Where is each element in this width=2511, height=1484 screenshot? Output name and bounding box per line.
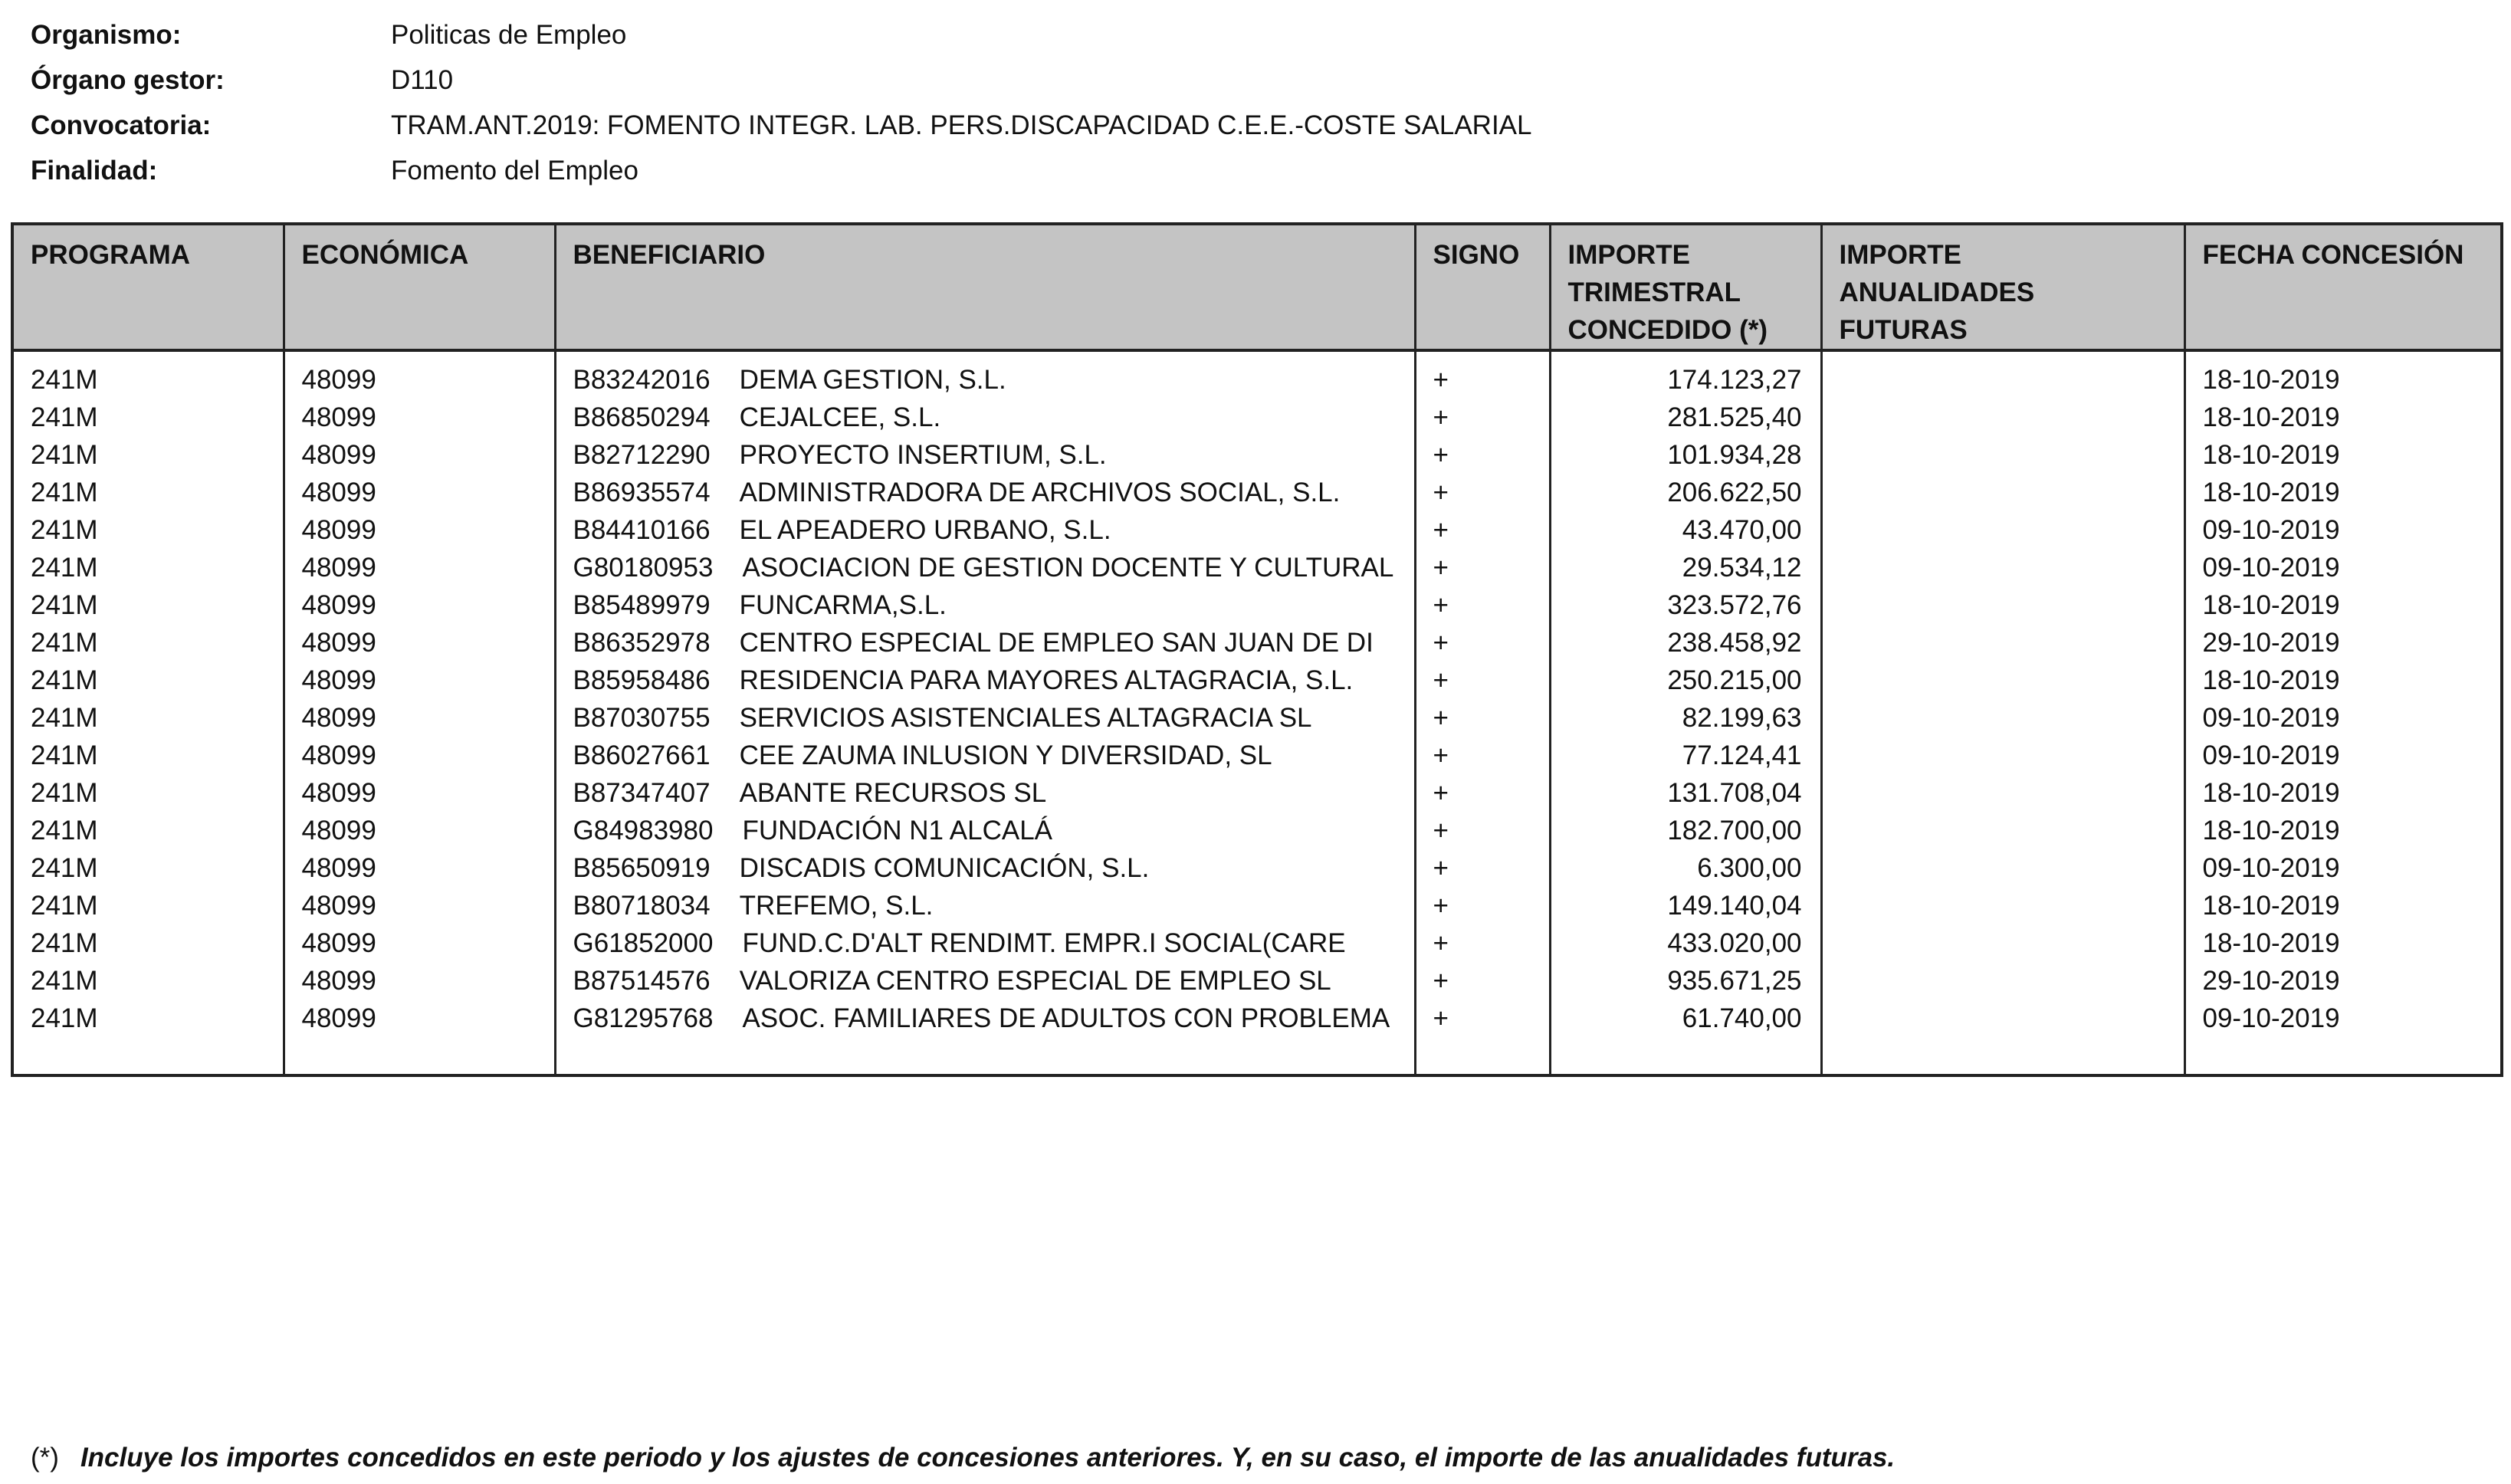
cell-fecha: 18-10-2019 [2184, 474, 2502, 511]
cell-anualidades [1821, 549, 2184, 586]
beneficiario-nombre: RESIDENCIA PARA MAYORES ALTAGRACIA, S.L. [739, 665, 1354, 695]
cell-beneficiario [555, 1000, 1415, 1037]
cell-signo: + [1415, 436, 1550, 474]
cell-anualidades [1821, 399, 2184, 436]
header-anualidades-line-3: FUTURAS [1839, 315, 1968, 345]
spacer-cell [1550, 1037, 1821, 1075]
cell-beneficiario [555, 924, 1415, 962]
organo-gestor-label: Órgano gestor: [31, 64, 225, 95]
beneficiario-nombre: DEMA GESTION, S.L. [739, 365, 1006, 395]
cell-fecha: 09-10-2019 [2184, 1000, 2502, 1037]
table-row [12, 624, 2502, 662]
cell-signo: + [1415, 962, 1550, 1000]
cell-importe: 61.740,00 [1550, 1000, 1821, 1037]
cell-economica: 48099 [284, 624, 555, 662]
spacer-cell [555, 1037, 1415, 1075]
cell-anualidades [1821, 962, 2184, 1000]
cell-beneficiario [555, 812, 1415, 849]
header-importe-line-1: IMPORTE [1567, 240, 1690, 270]
cell-fecha: 09-10-2019 [2184, 849, 2502, 887]
cell-fecha: 18-10-2019 [2184, 586, 2502, 624]
cell-programa: 241M [12, 962, 284, 1000]
beneficiario-nif: B87347407 [573, 778, 711, 808]
cell-anualidades [1821, 474, 2184, 511]
cell-beneficiario [555, 399, 1415, 436]
beneficiario-nombre: FUNCARMA,S.L. [739, 590, 947, 620]
header-anualidades-line-1: IMPORTE [1839, 240, 1961, 270]
beneficiario-nombre: FUND.C.D'ALT RENDIMT. EMPR.I SOCIAL(CARE [742, 928, 1346, 958]
table-row [12, 1000, 2502, 1037]
organismo-label: Organismo: [31, 19, 182, 50]
cell-economica: 48099 [284, 774, 555, 812]
cell-economica: 48099 [284, 849, 555, 887]
header-signo: SIGNO [1415, 224, 1550, 350]
cell-programa: 241M [12, 699, 284, 737]
cell-signo: + [1415, 812, 1550, 849]
organismo-row [31, 12, 1532, 57]
table-bottom-spacer [12, 1037, 2502, 1075]
cell-programa: 241M [12, 474, 284, 511]
cell-programa: 241M [12, 511, 284, 549]
convocatoria-row [31, 103, 1532, 148]
footnote-mark: (*) [31, 1443, 59, 1473]
cell-fecha: 18-10-2019 [2184, 436, 2502, 474]
cell-fecha: 18-10-2019 [2184, 887, 2502, 924]
cell-signo: + [1415, 586, 1550, 624]
organo-gestor-row [31, 57, 1532, 103]
cell-programa: 241M [12, 350, 284, 399]
cell-anualidades [1821, 1000, 2184, 1037]
cell-anualidades [1821, 624, 2184, 662]
cell-anualidades [1821, 511, 2184, 549]
cell-fecha: 18-10-2019 [2184, 662, 2502, 699]
cell-signo: + [1415, 887, 1550, 924]
cell-beneficiario [555, 474, 1415, 511]
cell-programa: 241M [12, 1000, 284, 1037]
beneficiario-nombre: ASOC. FAMILIARES DE ADULTOS CON PROBLEMA [742, 1003, 1390, 1033]
beneficiario-nombre: EL APEADERO URBANO, S.L. [739, 515, 1111, 545]
cell-beneficiario [555, 737, 1415, 774]
cell-fecha: 18-10-2019 [2184, 812, 2502, 849]
cell-beneficiario [555, 774, 1415, 812]
cell-signo: + [1415, 774, 1550, 812]
beneficiario-nif: B87030755 [573, 703, 711, 733]
cell-importe: 323.572,76 [1550, 586, 1821, 624]
beneficiario-nombre: ABANTE RECURSOS SL [739, 778, 1047, 808]
spacer-cell [12, 1037, 284, 1075]
cell-anualidades [1821, 737, 2184, 774]
footnote [31, 1443, 1895, 1473]
cell-economica: 48099 [284, 399, 555, 436]
cell-signo: + [1415, 1000, 1550, 1037]
beneficiario-nif: G81295768 [573, 1003, 714, 1033]
cell-programa: 241M [12, 812, 284, 849]
header-economica: ECONÓMICA [284, 224, 555, 350]
cell-economica: 48099 [284, 699, 555, 737]
cell-programa: 241M [12, 549, 284, 586]
beneficiario-nif: B85958486 [573, 665, 711, 695]
table-row [12, 586, 2502, 624]
beneficiario-nombre: PROYECTO INSERTIUM, S.L. [739, 440, 1107, 470]
cell-beneficiario [555, 586, 1415, 624]
table-row [12, 549, 2502, 586]
convocatoria-value: TRAM.ANT.2019: FOMENTO INTEGR. LAB. PERS.DISCAPACIDAD C.E.E.-COSTE SALARIAL [391, 110, 1532, 140]
table-row [12, 474, 2502, 511]
cell-beneficiario [555, 699, 1415, 737]
cell-economica: 48099 [284, 1000, 555, 1037]
cell-fecha: 18-10-2019 [2184, 924, 2502, 962]
cell-signo: + [1415, 737, 1550, 774]
spacer-cell [1415, 1037, 1550, 1075]
cell-programa: 241M [12, 436, 284, 474]
header-importe-line-3: CONCEDIDO (*) [1567, 315, 1768, 345]
cell-importe: 281.525,40 [1550, 399, 1821, 436]
cell-programa: 241M [12, 849, 284, 887]
cell-importe: 238.458,92 [1550, 624, 1821, 662]
cell-signo: + [1415, 474, 1550, 511]
beneficiario-nombre: ADMINISTRADORA DE ARCHIVOS SOCIAL, S.L. [739, 478, 1341, 507]
beneficiario-nif: G84983980 [573, 816, 714, 845]
beneficiario-nif: B86935574 [573, 478, 711, 507]
cell-economica: 48099 [284, 511, 555, 549]
table-row [12, 699, 2502, 737]
cell-beneficiario [555, 962, 1415, 1000]
table-row [12, 962, 2502, 1000]
cell-fecha: 18-10-2019 [2184, 399, 2502, 436]
cell-economica: 48099 [284, 887, 555, 924]
cell-fecha: 29-10-2019 [2184, 624, 2502, 662]
cell-programa: 241M [12, 774, 284, 812]
beneficiario-nombre: VALORIZA CENTRO ESPECIAL DE EMPLEO SL [739, 966, 1331, 996]
finalidad-row [31, 148, 1532, 193]
cell-programa: 241M [12, 662, 284, 699]
beneficiario-nombre: TREFEMO, S.L. [739, 891, 934, 921]
table-row [12, 924, 2502, 962]
cell-beneficiario [555, 549, 1415, 586]
cell-anualidades [1821, 887, 2184, 924]
cell-importe: 935.671,25 [1550, 962, 1821, 1000]
cell-programa: 241M [12, 586, 284, 624]
beneficiario-nombre: ASOCIACION DE GESTION DOCENTE Y CULTURAL [742, 553, 1394, 583]
spacer-cell [1821, 1037, 2184, 1075]
beneficiario-nif: B86027661 [573, 740, 711, 770]
organismo-value: Politicas de Empleo [391, 19, 627, 50]
cell-beneficiario [555, 436, 1415, 474]
beneficiario-nif: B86850294 [573, 402, 711, 432]
cell-programa: 241M [12, 399, 284, 436]
cell-fecha: 29-10-2019 [2184, 962, 2502, 1000]
cell-beneficiario [555, 662, 1415, 699]
header-importe-anualidades [1821, 224, 2184, 350]
cell-signo: + [1415, 350, 1550, 399]
cell-economica: 48099 [284, 812, 555, 849]
cell-signo: + [1415, 662, 1550, 699]
beneficiario-nombre: SERVICIOS ASISTENCIALES ALTAGRACIA SL [739, 703, 1312, 733]
cell-economica: 48099 [284, 549, 555, 586]
cell-economica: 48099 [284, 924, 555, 962]
cell-importe: 250.215,00 [1550, 662, 1821, 699]
cell-fecha: 09-10-2019 [2184, 511, 2502, 549]
beneficiario-nif: B87514576 [573, 966, 711, 996]
cell-signo: + [1415, 511, 1550, 549]
table-row [12, 662, 2502, 699]
organo-gestor-value: D110 [391, 64, 454, 95]
header-importe-line-2: TRIMESTRAL [1567, 277, 1741, 307]
spacer-cell [2184, 1037, 2502, 1075]
cell-signo: + [1415, 624, 1550, 662]
cell-economica: 48099 [284, 737, 555, 774]
header-beneficiario: BENEFICIARIO [555, 224, 1415, 350]
beneficiario-nif: B85650919 [573, 853, 711, 883]
table-row [12, 887, 2502, 924]
cell-importe: 206.622,50 [1550, 474, 1821, 511]
cell-economica: 48099 [284, 662, 555, 699]
cell-beneficiario [555, 511, 1415, 549]
cell-importe: 82.199,63 [1550, 699, 1821, 737]
cell-importe: 182.700,00 [1550, 812, 1821, 849]
beneficiario-nombre: DISCADIS COMUNICACIÓN, S.L. [739, 853, 1150, 883]
document-header [31, 12, 1532, 193]
cell-beneficiario [555, 887, 1415, 924]
cell-signo: + [1415, 399, 1550, 436]
cell-economica: 48099 [284, 962, 555, 1000]
cell-anualidades [1821, 662, 2184, 699]
cell-programa: 241M [12, 924, 284, 962]
cell-anualidades [1821, 436, 2184, 474]
beneficiario-nif: B83242016 [573, 365, 711, 395]
cell-economica: 48099 [284, 474, 555, 511]
table-body [12, 350, 2502, 1075]
header-programa: PROGRAMA [12, 224, 284, 350]
cell-programa: 241M [12, 624, 284, 662]
cell-importe: 29.534,12 [1550, 549, 1821, 586]
cell-importe: 101.934,28 [1550, 436, 1821, 474]
header-fecha-concesion: FECHA CONCESIÓN [2184, 224, 2502, 350]
table-row [12, 812, 2502, 849]
convocatoria-label: Convocatoria: [31, 110, 212, 140]
finalidad-value: Fomento del Empleo [391, 155, 638, 186]
cell-anualidades [1821, 812, 2184, 849]
cell-beneficiario [555, 849, 1415, 887]
cell-anualidades [1821, 774, 2184, 812]
beneficiario-nombre: CEE ZAUMA INLUSION Y DIVERSIDAD, SL [739, 740, 1272, 770]
cell-importe: 433.020,00 [1550, 924, 1821, 962]
table-row [12, 849, 2502, 887]
table-header-row [12, 224, 2502, 350]
cell-importe: 174.123,27 [1550, 350, 1821, 399]
cell-anualidades [1821, 699, 2184, 737]
cell-fecha: 09-10-2019 [2184, 699, 2502, 737]
beneficiario-nombre: CEJALCEE, S.L. [739, 402, 941, 432]
table-row [12, 350, 2502, 399]
beneficiario-nif: B86352978 [573, 628, 711, 658]
cell-programa: 241M [12, 737, 284, 774]
spacer-cell [284, 1037, 555, 1075]
beneficiario-nombre: CENTRO ESPECIAL DE EMPLEO SAN JUAN DE DI [739, 628, 1374, 658]
cell-signo: + [1415, 924, 1550, 962]
cell-anualidades [1821, 924, 2184, 962]
cell-importe: 77.124,41 [1550, 737, 1821, 774]
cell-importe: 131.708,04 [1550, 774, 1821, 812]
cell-fecha: 18-10-2019 [2184, 774, 2502, 812]
beneficiario-nif: B84410166 [573, 515, 711, 545]
table-row [12, 399, 2502, 436]
footnote-text: Incluye los importes concedidos en este periodo y los ajustes de concesiones anteriores. Y, en su caso, el importe de las anualidades futuras. [80, 1443, 1896, 1473]
beneficiario-nif: B80718034 [573, 891, 711, 921]
cell-fecha: 18-10-2019 [2184, 350, 2502, 399]
cell-economica: 48099 [284, 586, 555, 624]
beneficiario-nombre: FUNDACIÓN N1 ALCALÁ [742, 816, 1053, 845]
beneficiario-nif: G80180953 [573, 553, 714, 583]
cell-economica: 48099 [284, 350, 555, 399]
cell-beneficiario [555, 624, 1415, 662]
beneficiario-nif: B82712290 [573, 440, 711, 470]
cell-economica: 48099 [284, 436, 555, 474]
cell-programa: 241M [12, 887, 284, 924]
concessions-table [11, 222, 2503, 1077]
cell-signo: + [1415, 549, 1550, 586]
cell-importe: 149.140,04 [1550, 887, 1821, 924]
header-importe-trimestral [1550, 224, 1821, 350]
cell-fecha: 09-10-2019 [2184, 549, 2502, 586]
cell-importe: 6.300,00 [1550, 849, 1821, 887]
table-row [12, 774, 2502, 812]
cell-importe: 43.470,00 [1550, 511, 1821, 549]
cell-beneficiario [555, 350, 1415, 399]
cell-anualidades [1821, 849, 2184, 887]
header-anualidades-line-2: ANUALIDADES [1839, 277, 2035, 307]
cell-signo: + [1415, 699, 1550, 737]
cell-signo: + [1415, 849, 1550, 887]
cell-anualidades [1821, 350, 2184, 399]
cell-fecha: 09-10-2019 [2184, 737, 2502, 774]
beneficiario-nif: G61852000 [573, 928, 714, 958]
beneficiario-nif: B85489979 [573, 590, 711, 620]
table-row [12, 511, 2502, 549]
table-row [12, 436, 2502, 474]
finalidad-label: Finalidad: [31, 155, 158, 186]
table-row [12, 737, 2502, 774]
cell-anualidades [1821, 586, 2184, 624]
